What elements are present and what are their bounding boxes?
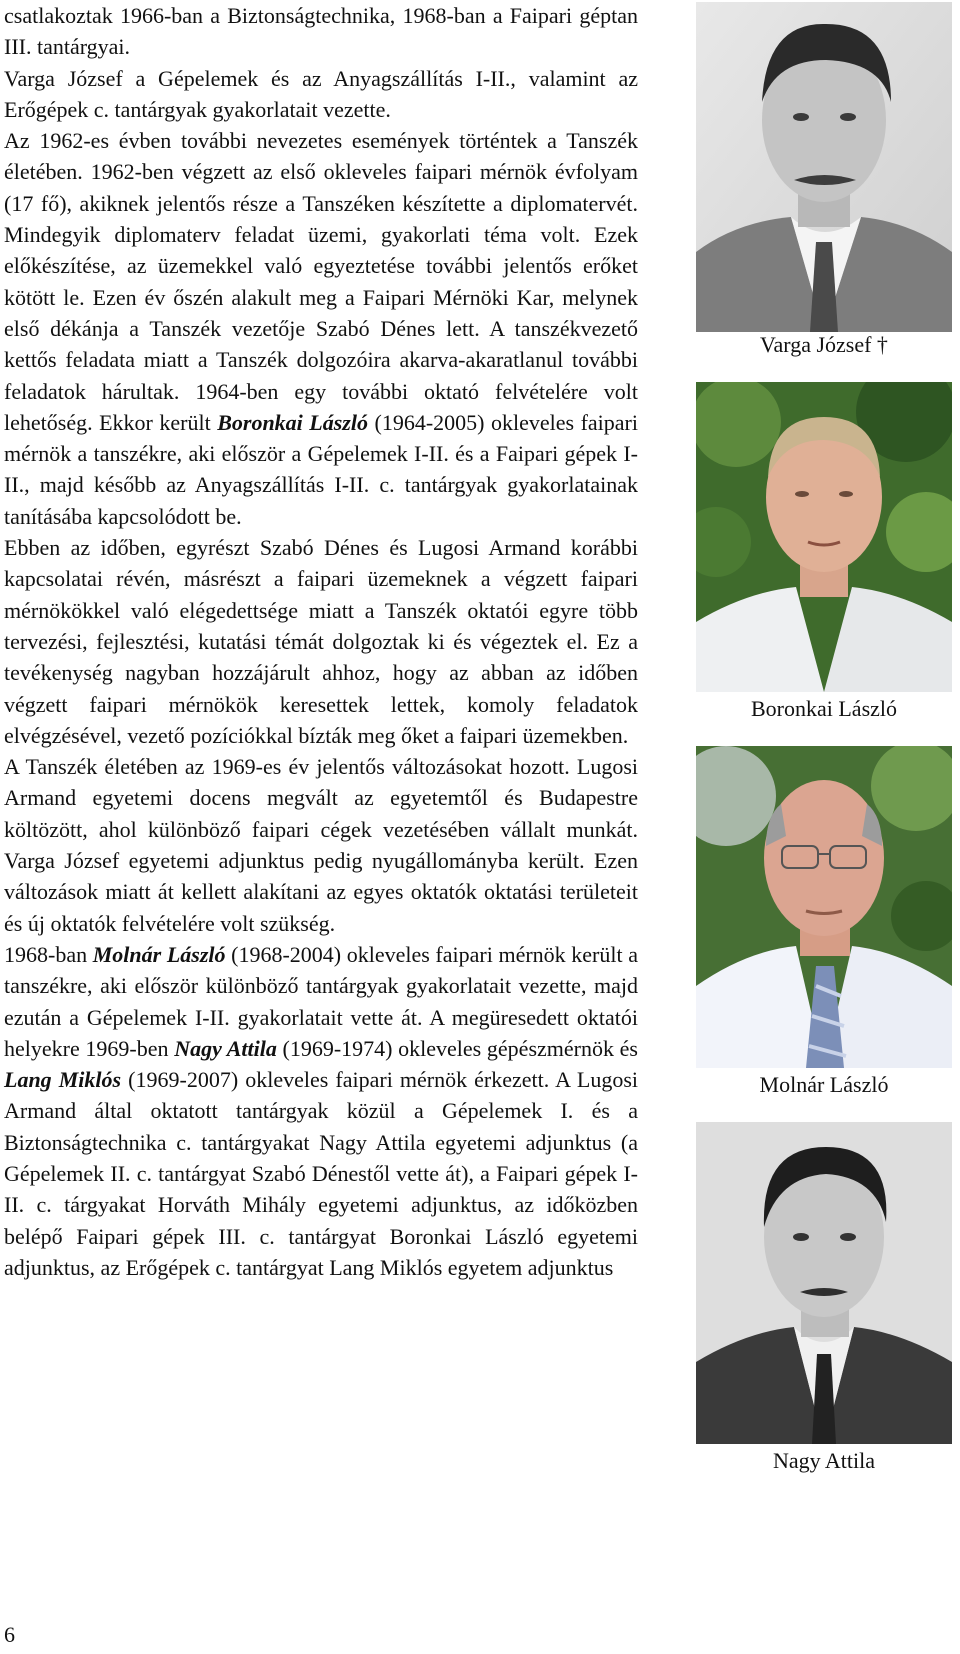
person-name: Nagy Attila [174,1035,277,1061]
text-run: Varga József a Gépelemek és az Anyagszállítás I-II., valamint az Erőgépek c. tantárgyak gyakorlatait vezette. [4,65,638,122]
caption-nagy-attila: Nagy Attila [772,1448,876,1473]
text-run: (1968-2004) okleveles faipari mérnök került a tanszékre, aki először különböző tantárgyak gyakorlatait vezette, majd ezután a Gépelemek I-II. gyakorlatait vette át. A megüresedett oktatói helyekre 1969-ben [4,941,638,1061]
caption-molnar-laszlo: Molnár László [759,1072,889,1097]
paragraph [4,751,638,939]
photo-varga-jozsef [696,2,952,332]
text-run: (1969-2007) okleveles faipari mérnök érkezett. A Lugosi Armand által oktatott tantárgyak közül a Gépelemek I. és a Biztonságtechnika c. tantárgyakat Nagy Attila egyetemi adjunktus (a Gépelemek II. c. tantárgyat Szabó Dénestől vette át), a Faipari gépek I-II. c. tárgyakat Horváth Mihály egyetemi adjunktus, az időközben belépő Faipari gépek III. c. tantárgyat Boronkai László egyetemi adjunktus, az Erőgépek c. tantárgyat Lang Miklós egyetem adjunktus [4,1067,638,1280]
caption-varga-jozsef: Varga József † [760,332,888,357]
person-name: Molnár László [92,941,226,967]
text-run: A Tanszék életében az 1969-es év jelentős változásokat hozott. Lugosi Armand egyetemi docens megvált az egyetemtől és Budapestre költözött, ahol különböző faipari cégek vezetésében vállalt munkát. Varga József egyetemi adjunktus pedig nyugállományba került. Ezen változások miatt át kellett alakítani az egyes oktatók oktatási területeit és új oktatók felvételére volt szükség. [4,754,638,936]
text-run: Ebben az időben, egyrészt Szabó Dénes és Lugosi Armand korábbi kapcsolatai révén, másrészt a faipari üzemeknek a végzett faipari mérnökökkel való elégedettsége miatt a Tanszék oktatói egyre több tervezési, fejlesztési, kutatási témát dolgoztak ki és végeztek el. Ez a tevékenység nagyban hozzájárult ahhoz, hogy az abban az időben végzett faipari mérnökök keresettek lettek, komoly feladatok elvégzésével, vezető pozíciókkal bízták meg őket a faipari üzemekben. [4,535,638,748]
text-run: (1969-1974) okleveles gépészmérnök és [276,1035,638,1061]
paragraph [4,0,638,63]
person-name: Lang Miklós [4,1067,122,1093]
photo-boronkai-laszlo [696,382,952,692]
photo-nagy-attila [696,1122,952,1444]
body-text [4,0,638,1283]
paragraph [4,532,638,751]
person-name: Boronkai László [217,409,368,435]
paragraph [4,125,638,532]
text-run: Az 1962-es évben további nevezetes események történtek a Tanszék életében. 1962-ben végzett az első okleveles faipari mérnök évfolyam (17 fő), akiknek jelentős része a Tanszéken készítette a diplomatervét. Mindegyik diplomaterv feladat üzemi, gyakorlati téma volt. Ezek előkészítése, az üzemekkel való egyeztetése további jelentős erőket kötött le. Ezen év őszén alakult meg a Faipari Mérnöki Kar, melynek első dékánja a Tanszék vezetője Szabó Dénes lett. A tanszékvezető kettős feladata miatt a Tanszék dolgozóira akarva-akaratlanul további feladatok hárultak. 1964-ben egy további oktató felvételére volt lehetőség. Ekkor került [4,128,638,435]
paragraph [4,939,638,1283]
caption-boronkai-laszlo: Boronkai László [750,696,898,721]
text-run: csatlakoztak 1966-ban a Biztonságtechnika, 1968-ban a Faipari géptan III. tantárgyai. [4,3,638,60]
page-number: 6 [4,1622,15,1647]
photo-molnar-laszlo [696,746,952,1068]
text-run: 1968-ban [4,941,93,967]
text-run: (1964-2005) okleveles faipari mérnök a tanszékre, aki először a Gépelemek I-II. és a Faipari gépek I-II., majd később az Anyagszállítás I-II. c. tantárgyak gyakorlatainak tanításába kapcsolódott be. [4,409,638,529]
paragraph [4,63,638,126]
